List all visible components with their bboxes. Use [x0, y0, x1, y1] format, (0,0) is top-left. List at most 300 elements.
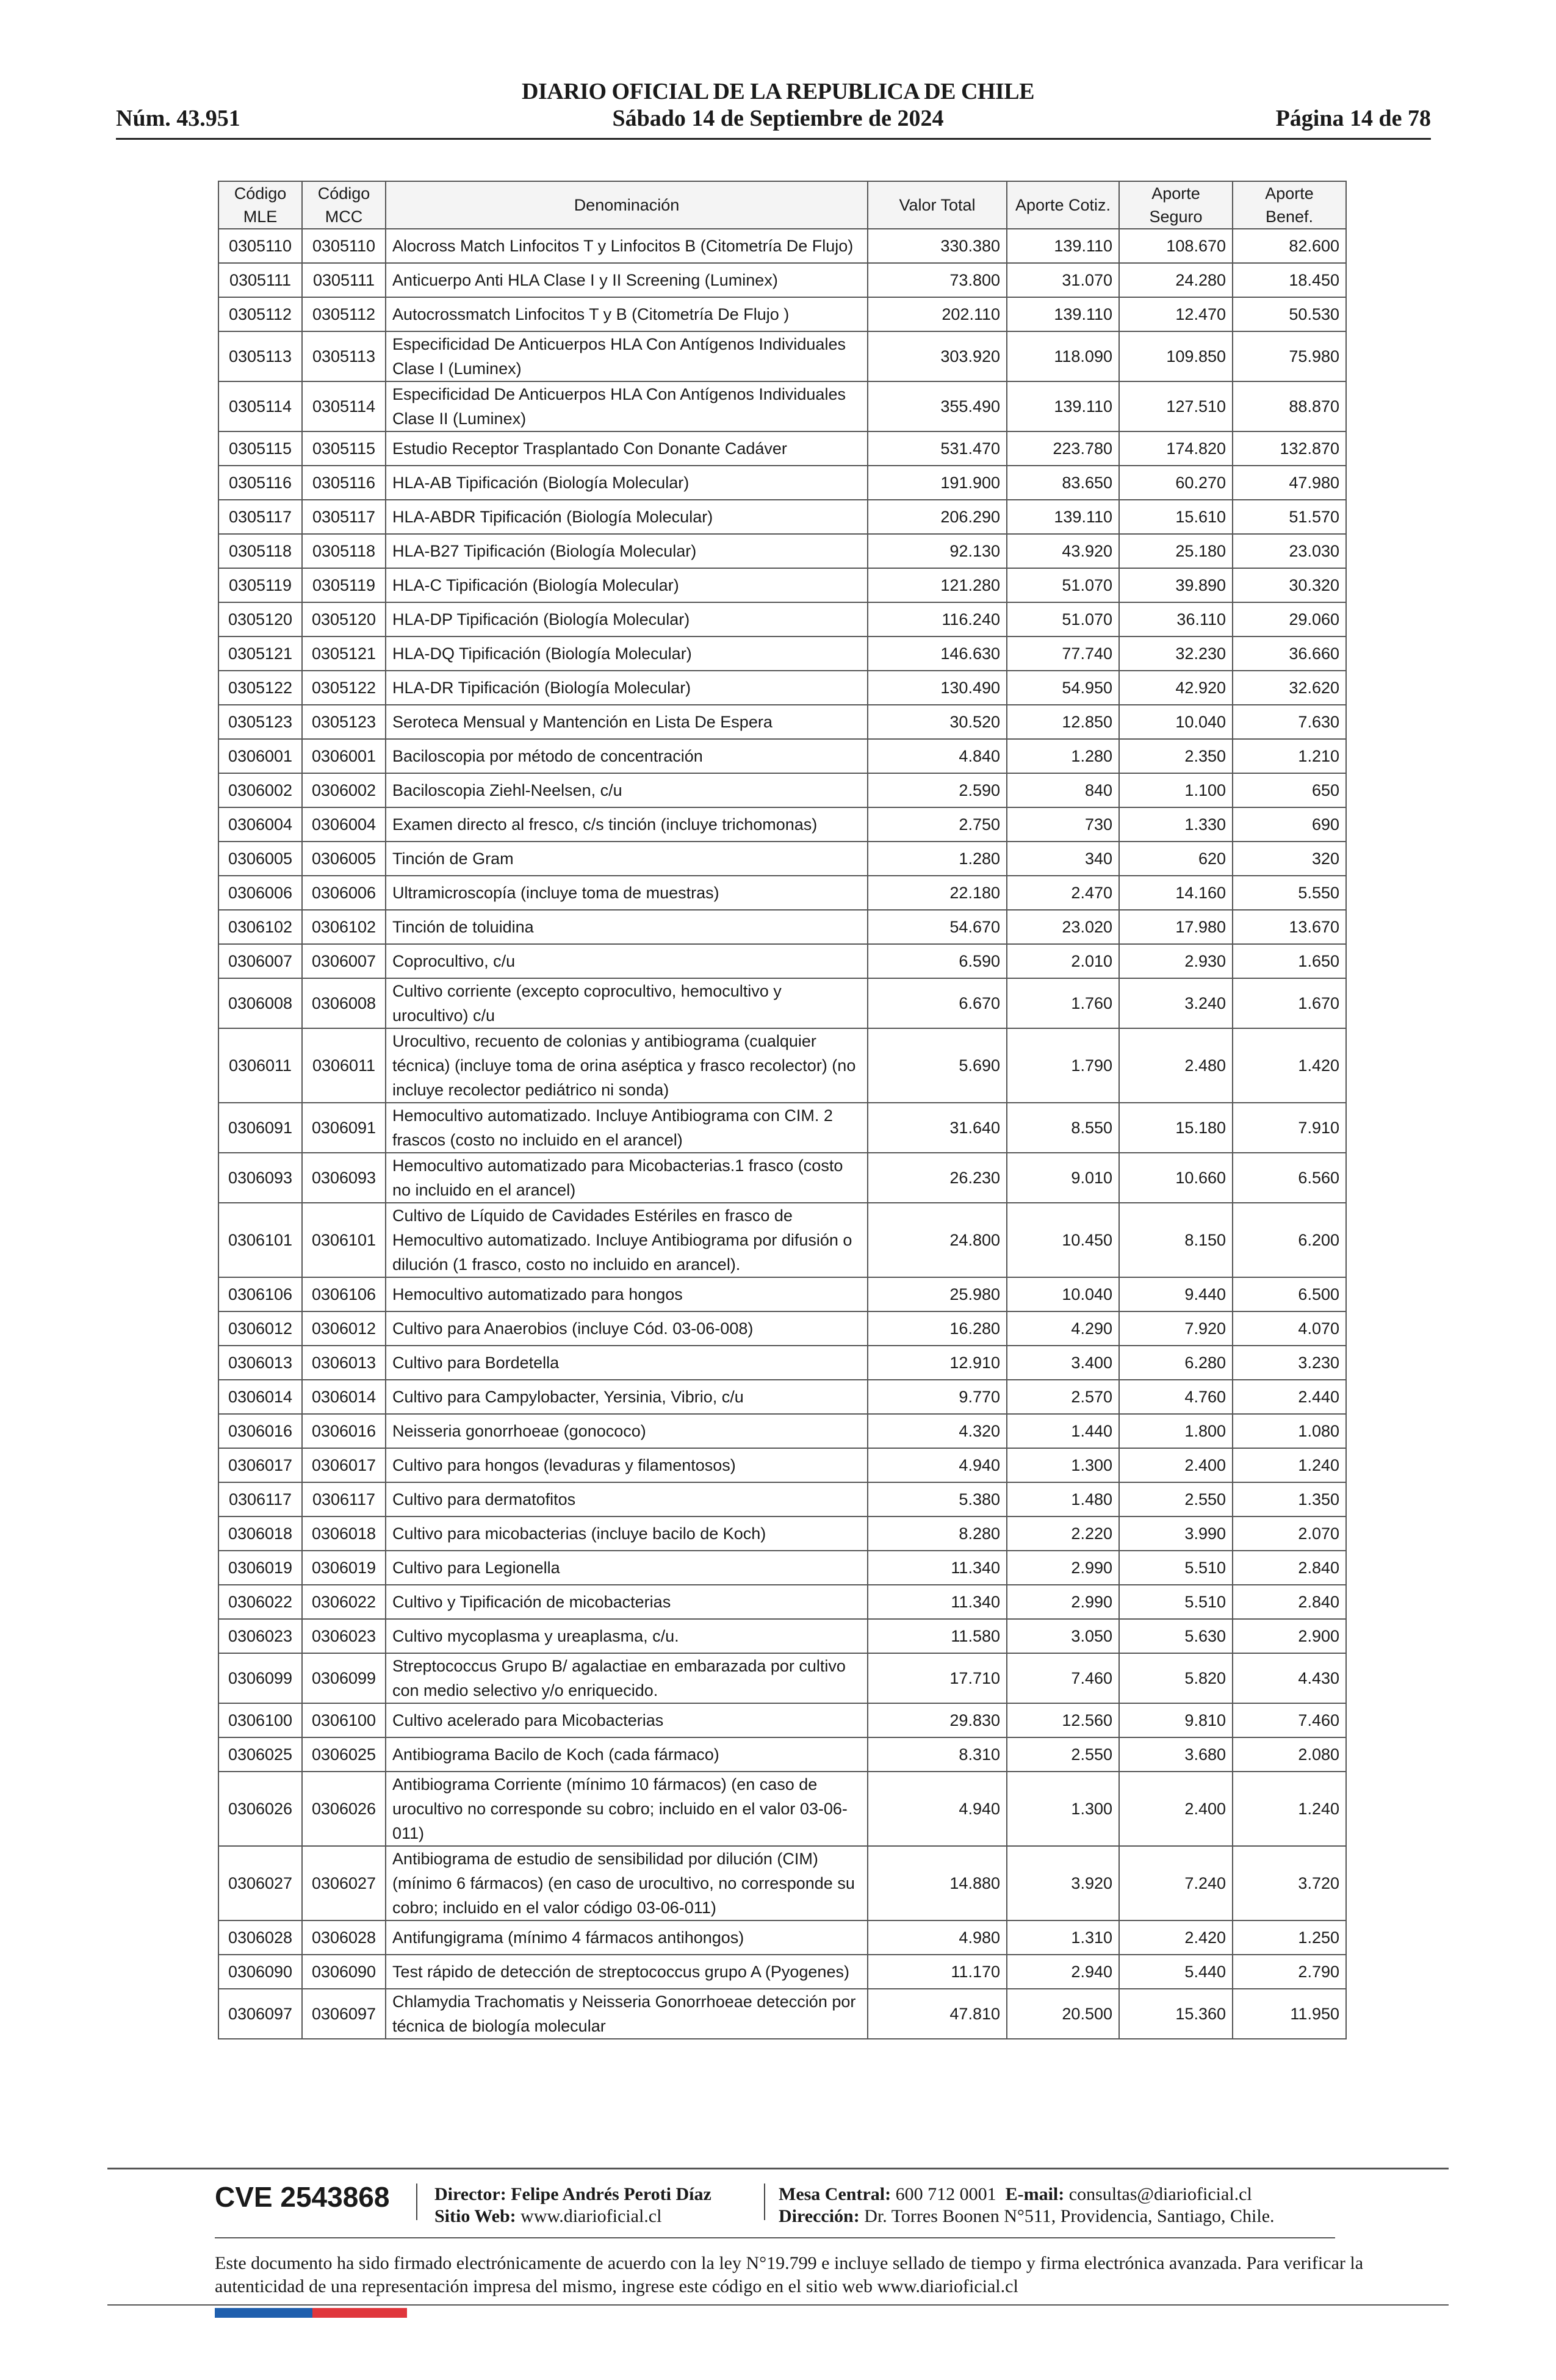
- cell-aporte-cotiz: 12.850: [1007, 705, 1119, 739]
- cell-aporte-seguro: 1.100: [1119, 773, 1233, 807]
- cell-aporte-benef: 2.440: [1233, 1380, 1346, 1414]
- cell-code-mcc: 0306004: [302, 807, 386, 842]
- cell-code-mcc: 0306017: [302, 1448, 386, 1482]
- cell-aporte-seguro: 1.330: [1119, 807, 1233, 842]
- cell-denominacion: Urocultivo, recuento de colonias y antibiograma (cualquier técnica) (incluye toma de orina aséptica y frasco recolector) (no incluye recolector pediátrico ni sonda): [386, 1028, 868, 1103]
- cell-aporte-seguro: 2.400: [1119, 1448, 1233, 1482]
- cell-aporte-benef: 75.980: [1233, 331, 1346, 381]
- cell-aporte-benef: 88.870: [1233, 381, 1346, 431]
- cell-code-mle: 0305116: [218, 466, 302, 500]
- cell-aporte-cotiz: 2.940: [1007, 1955, 1119, 1989]
- table-row: [218, 1482, 1346, 1516]
- cell-denominacion: Cultivo para micobacterias (incluye bacilo de Koch): [386, 1516, 868, 1551]
- cell-aporte-cotiz: 7.460: [1007, 1653, 1119, 1703]
- cell-aporte-benef: 650: [1233, 773, 1346, 807]
- cell-denominacion: Hemocultivo automatizado. Incluye Antibiograma con CIM. 2 frascos (costo no incluido en el arancel): [386, 1103, 868, 1153]
- cell-denominacion: Test rápido de detección de streptococcus grupo A (Pyogenes): [386, 1955, 868, 1989]
- cell-code-mcc: 0306023: [302, 1619, 386, 1653]
- cell-aporte-seguro: 3.990: [1119, 1516, 1233, 1551]
- cell-aporte-benef: 50.530: [1233, 297, 1346, 331]
- table-row: [218, 534, 1346, 568]
- cell-denominacion: Cultivo de Líquido de Cavidades Estériles en frasco de Hemocultivo automatizado. Incluye Antibiograma por difusión o dilución (1 frasco, costo no incluido en arancel).: [386, 1203, 868, 1277]
- cell-aporte-seguro: 42.920: [1119, 671, 1233, 705]
- cell-aporte-seguro: 10.660: [1119, 1153, 1233, 1203]
- flag-stripe-blue: [215, 2308, 312, 2318]
- cell-aporte-cotiz: 840: [1007, 773, 1119, 807]
- table-row: [218, 944, 1346, 978]
- cell-denominacion: Especificidad De Anticuerpos HLA Con Antígenos Individuales Clase I (Luminex): [386, 331, 868, 381]
- table-row: [218, 1920, 1346, 1955]
- cell-code-mcc: 0306008: [302, 978, 386, 1028]
- table-row: [218, 1153, 1346, 1203]
- table-body: [218, 229, 1346, 2039]
- cell-aporte-cotiz: 223.780: [1007, 431, 1119, 466]
- cell-aporte-benef: 13.670: [1233, 910, 1346, 944]
- cell-valor-total: 4.320: [868, 1414, 1007, 1448]
- cell-aporte-benef: 7.910: [1233, 1103, 1346, 1153]
- cell-code-mcc: 0305117: [302, 500, 386, 534]
- cell-code-mle: 0305123: [218, 705, 302, 739]
- table-row: [218, 1203, 1346, 1277]
- website-label: Sitio Web:: [434, 2206, 516, 2226]
- cell-aporte-seguro: 5.510: [1119, 1551, 1233, 1585]
- cell-aporte-cotiz: 1.300: [1007, 1448, 1119, 1482]
- cell-aporte-seguro: 14.160: [1119, 876, 1233, 910]
- cell-aporte-cotiz: 1.280: [1007, 739, 1119, 773]
- cell-aporte-benef: 320: [1233, 842, 1346, 876]
- cell-valor-total: 73.800: [868, 263, 1007, 297]
- cell-aporte-seguro: 4.760: [1119, 1380, 1233, 1414]
- cell-aporte-cotiz: 3.920: [1007, 1846, 1119, 1920]
- table-row: [218, 1955, 1346, 1989]
- column-header-valor-total: Valor Total: [868, 181, 1007, 229]
- issue-number: Núm. 43.951: [116, 106, 240, 131]
- cell-code-mle: 0305110: [218, 229, 302, 263]
- cell-aporte-seguro: 15.360: [1119, 1989, 1233, 2039]
- cell-code-mcc: 0306002: [302, 773, 386, 807]
- cell-aporte-benef: 2.080: [1233, 1737, 1346, 1772]
- cell-valor-total: 121.280: [868, 568, 1007, 602]
- cell-denominacion: Coprocultivo, c/u: [386, 944, 868, 978]
- cell-code-mle: 0306017: [218, 1448, 302, 1482]
- cell-aporte-seguro: 8.150: [1119, 1203, 1233, 1277]
- cell-valor-total: 26.230: [868, 1153, 1007, 1203]
- cell-aporte-benef: 30.320: [1233, 568, 1346, 602]
- cell-code-mcc: 0306117: [302, 1482, 386, 1516]
- cell-aporte-cotiz: 54.950: [1007, 671, 1119, 705]
- cell-code-mle: 0306022: [218, 1585, 302, 1619]
- table-row: [218, 636, 1346, 671]
- footer-separator-1: [416, 2183, 417, 2220]
- cell-code-mle: 0305117: [218, 500, 302, 534]
- cell-denominacion: Cultivo y Tipificación de micobacterias: [386, 1585, 868, 1619]
- cell-aporte-cotiz: 1.760: [1007, 978, 1119, 1028]
- cell-denominacion: Especificidad De Anticuerpos HLA Con Antígenos Individuales Clase II (Luminex): [386, 381, 868, 431]
- cell-aporte-benef: 1.350: [1233, 1482, 1346, 1516]
- address-label: Dirección:: [779, 2206, 860, 2226]
- cell-aporte-cotiz: 1.790: [1007, 1028, 1119, 1103]
- cell-code-mle: 0306001: [218, 739, 302, 773]
- cell-valor-total: 146.630: [868, 636, 1007, 671]
- cell-aporte-benef: 690: [1233, 807, 1346, 842]
- cell-code-mle: 0306013: [218, 1346, 302, 1380]
- cell-aporte-seguro: 2.550: [1119, 1482, 1233, 1516]
- cell-denominacion: Cultivo para Campylobacter, Yersinia, Vibrio, c/u: [386, 1380, 868, 1414]
- cell-valor-total: 16.280: [868, 1311, 1007, 1346]
- cell-aporte-cotiz: 51.070: [1007, 568, 1119, 602]
- cell-denominacion: Antibiograma Corriente (mínimo 10 fármacos) (en caso de urocultivo no corresponde su cobro; incluido en el valor 03-06-011): [386, 1772, 868, 1846]
- cell-code-mcc: 0305119: [302, 568, 386, 602]
- cell-valor-total: 2.590: [868, 773, 1007, 807]
- cell-code-mle: 0306023: [218, 1619, 302, 1653]
- cell-valor-total: 22.180: [868, 876, 1007, 910]
- cell-code-mle: 0306025: [218, 1737, 302, 1772]
- cell-denominacion: HLA-DR Tipificación (Biología Molecular): [386, 671, 868, 705]
- footer-divider-middle: [215, 2237, 1335, 2238]
- flag-stripe-red: [312, 2308, 407, 2318]
- cell-code-mcc: 0305110: [302, 229, 386, 263]
- cell-code-mle: 0306004: [218, 807, 302, 842]
- cell-aporte-cotiz: 20.500: [1007, 1989, 1119, 2039]
- cell-aporte-cotiz: 9.010: [1007, 1153, 1119, 1203]
- table-row: [218, 263, 1346, 297]
- cell-code-mcc: 0306091: [302, 1103, 386, 1153]
- cell-valor-total: 2.750: [868, 807, 1007, 842]
- cell-code-mcc: 0306025: [302, 1737, 386, 1772]
- cell-aporte-cotiz: 2.550: [1007, 1737, 1119, 1772]
- cell-denominacion: HLA-DQ Tipificación (Biología Molecular): [386, 636, 868, 671]
- footer-divider-top: [107, 2168, 1449, 2169]
- cell-valor-total: 14.880: [868, 1846, 1007, 1920]
- cell-denominacion: Antibiograma de estudio de sensibilidad por dilución (CIM) (mínimo 6 fármacos) (en caso de urocultivo, no corresponde su cobro; incluido en el valor código 03-06-011): [386, 1846, 868, 1920]
- cell-aporte-cotiz: 10.450: [1007, 1203, 1119, 1277]
- cell-aporte-cotiz: 4.290: [1007, 1311, 1119, 1346]
- table-row: [218, 431, 1346, 466]
- cell-aporte-cotiz: 2.470: [1007, 876, 1119, 910]
- cell-code-mle: 0306011: [218, 1028, 302, 1103]
- cell-aporte-cotiz: 3.400: [1007, 1346, 1119, 1380]
- cell-denominacion: Baciloscopia Ziehl-Neelsen, c/u: [386, 773, 868, 807]
- table-row: [218, 1737, 1346, 1772]
- cell-denominacion: Baciloscopia por método de concentración: [386, 739, 868, 773]
- cell-valor-total: 206.290: [868, 500, 1007, 534]
- cell-denominacion: Alocross Match Linfocitos T y Linfocitos B (Citometría De Flujo): [386, 229, 868, 263]
- cell-code-mcc: 0306027: [302, 1846, 386, 1920]
- cell-code-mcc: 0306026: [302, 1772, 386, 1846]
- cell-code-mcc: 0305113: [302, 331, 386, 381]
- table-row: [218, 671, 1346, 705]
- cell-denominacion: HLA-ABDR Tipificación (Biología Molecular): [386, 500, 868, 534]
- mesa-central-value: 600 712 0001: [895, 2184, 996, 2204]
- cell-aporte-benef: 18.450: [1233, 263, 1346, 297]
- cell-aporte-benef: 2.070: [1233, 1516, 1346, 1551]
- cell-aporte-cotiz: 2.010: [1007, 944, 1119, 978]
- cell-denominacion: Hemocultivo automatizado para hongos: [386, 1277, 868, 1311]
- cell-valor-total: 11.340: [868, 1585, 1007, 1619]
- cell-aporte-seguro: 9.810: [1119, 1703, 1233, 1737]
- page-number: Página 14 de 78: [1275, 106, 1431, 131]
- table-row: [218, 876, 1346, 910]
- cell-denominacion: Cultivo para dermatofitos: [386, 1482, 868, 1516]
- cell-aporte-cotiz: 730: [1007, 807, 1119, 842]
- cell-code-mcc: 0305116: [302, 466, 386, 500]
- cell-denominacion: Cultivo para Anaerobios (incluye Cód. 03-06-008): [386, 1311, 868, 1346]
- cell-aporte-cotiz: 51.070: [1007, 602, 1119, 636]
- cell-denominacion: Examen directo al fresco, c/s tinción (incluye trichomonas): [386, 807, 868, 842]
- cell-valor-total: 54.670: [868, 910, 1007, 944]
- column-header-aporte-seguro: Aporte Seguro: [1119, 181, 1233, 229]
- website-link[interactable]: www.diarioficial.cl: [520, 2206, 662, 2226]
- cell-aporte-benef: 1.240: [1233, 1772, 1346, 1846]
- table-row: [218, 978, 1346, 1028]
- table-row: [218, 910, 1346, 944]
- cell-code-mcc: 0306005: [302, 842, 386, 876]
- cell-aporte-cotiz: 1.300: [1007, 1772, 1119, 1846]
- column-header-mcc: Código MCC: [302, 181, 386, 229]
- cell-aporte-benef: 6.560: [1233, 1153, 1346, 1203]
- cell-aporte-cotiz: 12.560: [1007, 1703, 1119, 1737]
- email-link[interactable]: consultas@diarioficial.cl: [1068, 2184, 1252, 2204]
- table-row: [218, 466, 1346, 500]
- cell-valor-total: 30.520: [868, 705, 1007, 739]
- cell-aporte-benef: 6.200: [1233, 1203, 1346, 1277]
- footer-separator-2: [764, 2183, 765, 2220]
- column-header-denominacion: Denominación: [386, 181, 868, 229]
- cell-valor-total: 303.920: [868, 331, 1007, 381]
- table-row: [218, 229, 1346, 263]
- cell-denominacion: Cultivo mycoplasma y ureaplasma, c/u.: [386, 1619, 868, 1653]
- cell-valor-total: 25.980: [868, 1277, 1007, 1311]
- table-row: [218, 1277, 1346, 1311]
- director-name: Felipe Andrés Peroti Díaz: [511, 2184, 711, 2204]
- cell-denominacion: Cultivo para hongos (levaduras y filamentosos): [386, 1448, 868, 1482]
- cell-valor-total: 202.110: [868, 297, 1007, 331]
- address-value: Dr. Torres Boonen N°511, Providencia, Santiago, Chile.: [864, 2206, 1275, 2226]
- cell-code-mle: 0305113: [218, 331, 302, 381]
- cell-aporte-cotiz: 340: [1007, 842, 1119, 876]
- cell-aporte-seguro: 15.180: [1119, 1103, 1233, 1153]
- cell-code-mle: 0306097: [218, 1989, 302, 2039]
- cell-code-mle: 0306100: [218, 1703, 302, 1737]
- cell-aporte-cotiz: 2.570: [1007, 1380, 1119, 1414]
- cell-aporte-benef: 1.650: [1233, 944, 1346, 978]
- cell-code-mle: 0305120: [218, 602, 302, 636]
- cell-code-mle: 0306093: [218, 1153, 302, 1203]
- cell-code-mcc: 0305122: [302, 671, 386, 705]
- cell-denominacion: Seroteca Mensual y Mantención en Lista De Espera: [386, 705, 868, 739]
- cell-aporte-cotiz: 139.110: [1007, 297, 1119, 331]
- table-row: [218, 1551, 1346, 1585]
- cell-valor-total: 11.580: [868, 1619, 1007, 1653]
- cell-aporte-benef: 47.980: [1233, 466, 1346, 500]
- cell-denominacion: Streptococcus Grupo B/ agalactiae en embarazada por cultivo con medio selectivo y/o enriquecido.: [386, 1653, 868, 1703]
- cell-denominacion: Anticuerpo Anti HLA Clase I y II Screening (Luminex): [386, 263, 868, 297]
- table-row: [218, 331, 1346, 381]
- cell-valor-total: 47.810: [868, 1989, 1007, 2039]
- cell-code-mcc: 0306090: [302, 1955, 386, 1989]
- newspaper-title: DIARIO OFICIAL DE LA REPUBLICA DE CHILE: [522, 79, 1034, 104]
- cell-aporte-benef: 132.870: [1233, 431, 1346, 466]
- cell-valor-total: 31.640: [868, 1103, 1007, 1153]
- cell-code-mle: 0306016: [218, 1414, 302, 1448]
- cell-code-mcc: 0305114: [302, 381, 386, 431]
- cell-aporte-benef: 23.030: [1233, 534, 1346, 568]
- cell-code-mle: 0306012: [218, 1311, 302, 1346]
- cell-code-mle: 0305122: [218, 671, 302, 705]
- cell-code-mle: 0306027: [218, 1846, 302, 1920]
- cell-aporte-benef: 29.060: [1233, 602, 1346, 636]
- table-row: [218, 1103, 1346, 1153]
- cell-aporte-seguro: 2.400: [1119, 1772, 1233, 1846]
- cell-aporte-benef: 7.460: [1233, 1703, 1346, 1737]
- cell-code-mcc: 0305118: [302, 534, 386, 568]
- table-row: [218, 1703, 1346, 1737]
- cell-denominacion: Ultramicroscopía (incluye toma de muestras): [386, 876, 868, 910]
- cell-denominacion: Cultivo para Bordetella: [386, 1346, 868, 1380]
- cell-aporte-seguro: 620: [1119, 842, 1233, 876]
- footer-contact-block: [779, 2183, 1275, 2227]
- cell-aporte-benef: 5.550: [1233, 876, 1346, 910]
- cell-valor-total: 130.490: [868, 671, 1007, 705]
- cell-aporte-cotiz: 31.070: [1007, 263, 1119, 297]
- cell-valor-total: 4.940: [868, 1772, 1007, 1846]
- cell-valor-total: 4.840: [868, 739, 1007, 773]
- cell-valor-total: 92.130: [868, 534, 1007, 568]
- cell-code-mle: 0305112: [218, 297, 302, 331]
- cell-aporte-cotiz: 139.110: [1007, 500, 1119, 534]
- cell-code-mcc: 0306022: [302, 1585, 386, 1619]
- cell-code-mle: 0306007: [218, 944, 302, 978]
- cell-aporte-seguro: 39.890: [1119, 568, 1233, 602]
- cell-denominacion: Estudio Receptor Trasplantado Con Donante Cadáver: [386, 431, 868, 466]
- tariff-table: [218, 181, 1347, 2039]
- cell-code-mcc: 0306011: [302, 1028, 386, 1103]
- cell-aporte-seguro: 60.270: [1119, 466, 1233, 500]
- cell-aporte-benef: 2.840: [1233, 1585, 1346, 1619]
- cell-aporte-seguro: 7.240: [1119, 1846, 1233, 1920]
- cell-aporte-seguro: 10.040: [1119, 705, 1233, 739]
- cell-valor-total: 5.380: [868, 1482, 1007, 1516]
- table-row: [218, 1380, 1346, 1414]
- cell-code-mle: 0305115: [218, 431, 302, 466]
- cell-denominacion: HLA-B27 Tipificación (Biología Molecular): [386, 534, 868, 568]
- cell-valor-total: 12.910: [868, 1346, 1007, 1380]
- cell-aporte-seguro: 109.850: [1119, 331, 1233, 381]
- cell-code-mle: 0306091: [218, 1103, 302, 1153]
- cell-denominacion: HLA-DP Tipificación (Biología Molecular): [386, 602, 868, 636]
- cell-code-mcc: 0306016: [302, 1414, 386, 1448]
- cell-aporte-seguro: 127.510: [1119, 381, 1233, 431]
- cell-valor-total: 355.490: [868, 381, 1007, 431]
- cell-aporte-cotiz: 3.050: [1007, 1619, 1119, 1653]
- table-row: [218, 1846, 1346, 1920]
- column-header-mle: Código MLE: [218, 181, 302, 229]
- cell-denominacion: Neisseria gonorrhoeae (gonococo): [386, 1414, 868, 1448]
- cell-denominacion: Tinción de toluidina: [386, 910, 868, 944]
- cell-code-mle: 0306099: [218, 1653, 302, 1703]
- cell-valor-total: 9.770: [868, 1380, 1007, 1414]
- cell-code-mcc: 0305112: [302, 297, 386, 331]
- cell-code-mcc: 0306001: [302, 739, 386, 773]
- cell-code-mle: 0306026: [218, 1772, 302, 1846]
- column-header-aporte-cotiz: Aporte Cotiz.: [1007, 181, 1119, 229]
- cell-aporte-seguro: 174.820: [1119, 431, 1233, 466]
- cell-valor-total: 116.240: [868, 602, 1007, 636]
- cell-code-mcc: 0305120: [302, 602, 386, 636]
- table-row: [218, 1516, 1346, 1551]
- cell-code-mcc: 0306106: [302, 1277, 386, 1311]
- cell-valor-total: 4.940: [868, 1448, 1007, 1482]
- cell-aporte-cotiz: 77.740: [1007, 636, 1119, 671]
- cell-denominacion: Tinción de Gram: [386, 842, 868, 876]
- table-row: [218, 1028, 1346, 1103]
- cell-aporte-seguro: 15.610: [1119, 500, 1233, 534]
- cell-aporte-benef: 7.630: [1233, 705, 1346, 739]
- cell-code-mle: 0306117: [218, 1482, 302, 1516]
- cell-code-mle: 0306006: [218, 876, 302, 910]
- cell-valor-total: 17.710: [868, 1653, 1007, 1703]
- column-header-aporte-benef: Aporte Benef.: [1233, 181, 1346, 229]
- cell-valor-total: 8.310: [868, 1737, 1007, 1772]
- cell-code-mcc: 0306007: [302, 944, 386, 978]
- table-row: [218, 1989, 1346, 2039]
- cell-aporte-benef: 32.620: [1233, 671, 1346, 705]
- cell-valor-total: 4.980: [868, 1920, 1007, 1955]
- cell-aporte-cotiz: 139.110: [1007, 229, 1119, 263]
- legal-notice: Este documento ha sido firmado electrónicamente de acuerdo con la ley N°19.799 e incluye sellado de tiempo y firma electrónica avanzada. Para verificar la autenticidad de una representación impresa del mismo, ingrese este código en el sitio web www.diarioficial.cl: [215, 2253, 1364, 2296]
- footer-divider-bottom: [107, 2304, 1449, 2306]
- cell-denominacion: HLA-AB Tipificación (Biología Molecular): [386, 466, 868, 500]
- cell-aporte-seguro: 3.240: [1119, 978, 1233, 1028]
- cell-aporte-benef: 3.230: [1233, 1346, 1346, 1380]
- table-row: [218, 842, 1346, 876]
- table-row: [218, 381, 1346, 431]
- cell-valor-total: 191.900: [868, 466, 1007, 500]
- cell-aporte-benef: 4.430: [1233, 1653, 1346, 1703]
- cell-aporte-seguro: 2.480: [1119, 1028, 1233, 1103]
- cell-valor-total: 29.830: [868, 1703, 1007, 1737]
- cell-code-mle: 0306101: [218, 1203, 302, 1277]
- table-row: [218, 807, 1346, 842]
- cell-aporte-seguro: 32.230: [1119, 636, 1233, 671]
- cell-code-mle: 0305119: [218, 568, 302, 602]
- cell-valor-total: 6.590: [868, 944, 1007, 978]
- cell-code-mle: 0306002: [218, 773, 302, 807]
- cell-aporte-benef: 1.420: [1233, 1028, 1346, 1103]
- cell-aporte-benef: 1.670: [1233, 978, 1346, 1028]
- cell-code-mcc: 0306102: [302, 910, 386, 944]
- cell-aporte-cotiz: 10.040: [1007, 1277, 1119, 1311]
- table-row: [218, 1653, 1346, 1703]
- cell-code-mcc: 0306099: [302, 1653, 386, 1703]
- cell-code-mcc: 0306018: [302, 1516, 386, 1551]
- cell-code-mcc: 0306014: [302, 1380, 386, 1414]
- table-row: [218, 1311, 1346, 1346]
- table-row: [218, 297, 1346, 331]
- cell-code-mcc: 0306100: [302, 1703, 386, 1737]
- cell-code-mle: 0306028: [218, 1920, 302, 1955]
- cell-code-mle: 0305121: [218, 636, 302, 671]
- cell-aporte-benef: 1.210: [1233, 739, 1346, 773]
- cell-aporte-seguro: 9.440: [1119, 1277, 1233, 1311]
- director-label: Director:: [434, 2184, 506, 2204]
- cell-aporte-seguro: 3.680: [1119, 1737, 1233, 1772]
- cell-aporte-cotiz: 139.110: [1007, 381, 1119, 431]
- cell-aporte-cotiz: 8.550: [1007, 1103, 1119, 1153]
- cell-code-mle: 0305111: [218, 263, 302, 297]
- cell-code-mle: 0306008: [218, 978, 302, 1028]
- cell-aporte-benef: 1.240: [1233, 1448, 1346, 1482]
